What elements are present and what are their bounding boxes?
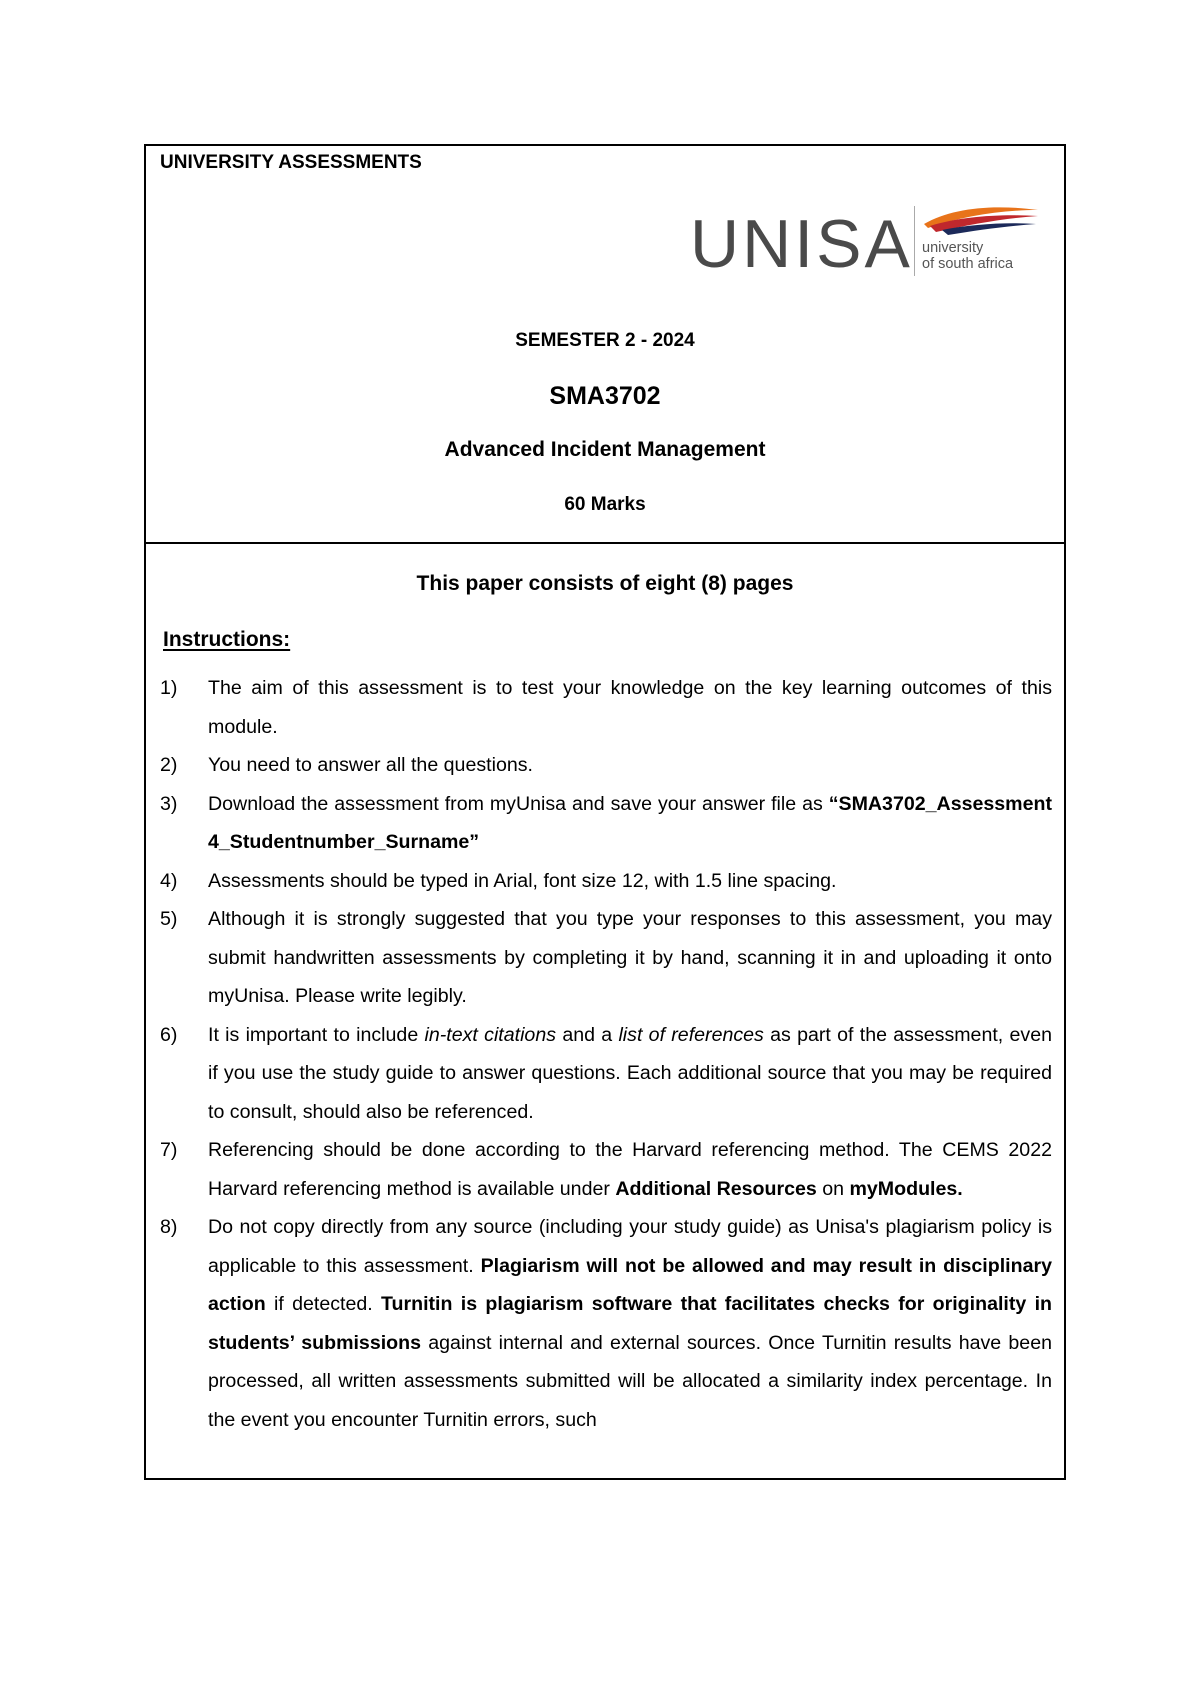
instructions-heading: Instructions:	[163, 628, 291, 651]
cover-header	[146, 146, 1064, 544]
module-name: Advanced Incident Management	[444, 438, 766, 461]
list-item: 6) It is important to include in-text citations and a list of references as part of the assessment, even if you use the study guide to answer questions. Each additional source that you may be required to consult, should also be referenced.	[160, 1016, 1052, 1132]
cover-body	[146, 544, 1064, 1478]
item-number: 7)	[160, 1139, 178, 1161]
unisa-logo	[690, 202, 1050, 286]
list-item: 3) Download the assessment from myUnisa and save your answer file as “SMA3702_Assessment 4_Studentnumber_Surname”	[160, 785, 1052, 862]
item-number: 4)	[160, 869, 178, 892]
list-item: 5) Although it is strongly suggested that you type your responses to this assessment, you may submit handwritten assessments by completing it by hand, scanning it in and uploading it onto myUnisa. Please write legibly.	[160, 900, 1052, 1016]
page-count-line: This paper consists of eight (8) pages	[416, 572, 794, 595]
logo-wordmark: UNISA	[690, 206, 913, 282]
item-number: 8)	[160, 1216, 178, 1238]
item-number: 6)	[160, 1023, 178, 1046]
assessment-cover-frame	[144, 144, 1066, 1480]
module-code: SMA3702	[549, 382, 661, 410]
semester-label: SEMESTER 2 - 2024	[515, 330, 695, 351]
list-item: 7) Referencing should be done according to the Harvard referencing method. The CEMS 2022 Harvard referencing method is available under Additional Resources on myModules.	[160, 1131, 1052, 1208]
unisa-swoosh-icon	[922, 202, 1042, 236]
logo-divider	[914, 206, 915, 276]
list-item: 1) The aim of this assessment is to test your knowledge on the key learning outcomes of this module.	[160, 669, 1052, 746]
item-number: 3)	[160, 792, 178, 815]
list-item: 2) You need to answer all the questions.	[160, 746, 1052, 785]
file-name-format: “SMA3702_Assessment 4_Studentnumber_Surname”	[208, 792, 1052, 853]
instructions-list	[160, 669, 1052, 1439]
item-number: 5)	[160, 908, 178, 930]
logo-tagline: university of south africa	[922, 240, 1014, 272]
item-number: 2)	[160, 754, 178, 776]
header-label: UNIVERSITY ASSESSMENTS	[160, 152, 422, 173]
list-item: 8) Do not copy directly from any source (including your study guide) as Unisa's plagiarism policy is applicable to this assessment. Plagiarism will not be allowed and may result in disciplinary action if detected. Turnitin is plagiarism software that facilitates checks for originality in students’ submissions against internal and external sources. Once Turnitin results have been processed, all written assessments submitted will be allocated a similarity index percentage. In the event you encounter Turnitin errors, such	[160, 1208, 1052, 1439]
item-number: 1)	[160, 677, 178, 699]
total-marks: 60 Marks	[564, 494, 646, 515]
list-item: 4) Assessments should be typed in Arial, font size 12, with 1.5 line spacing.	[160, 862, 1052, 901]
